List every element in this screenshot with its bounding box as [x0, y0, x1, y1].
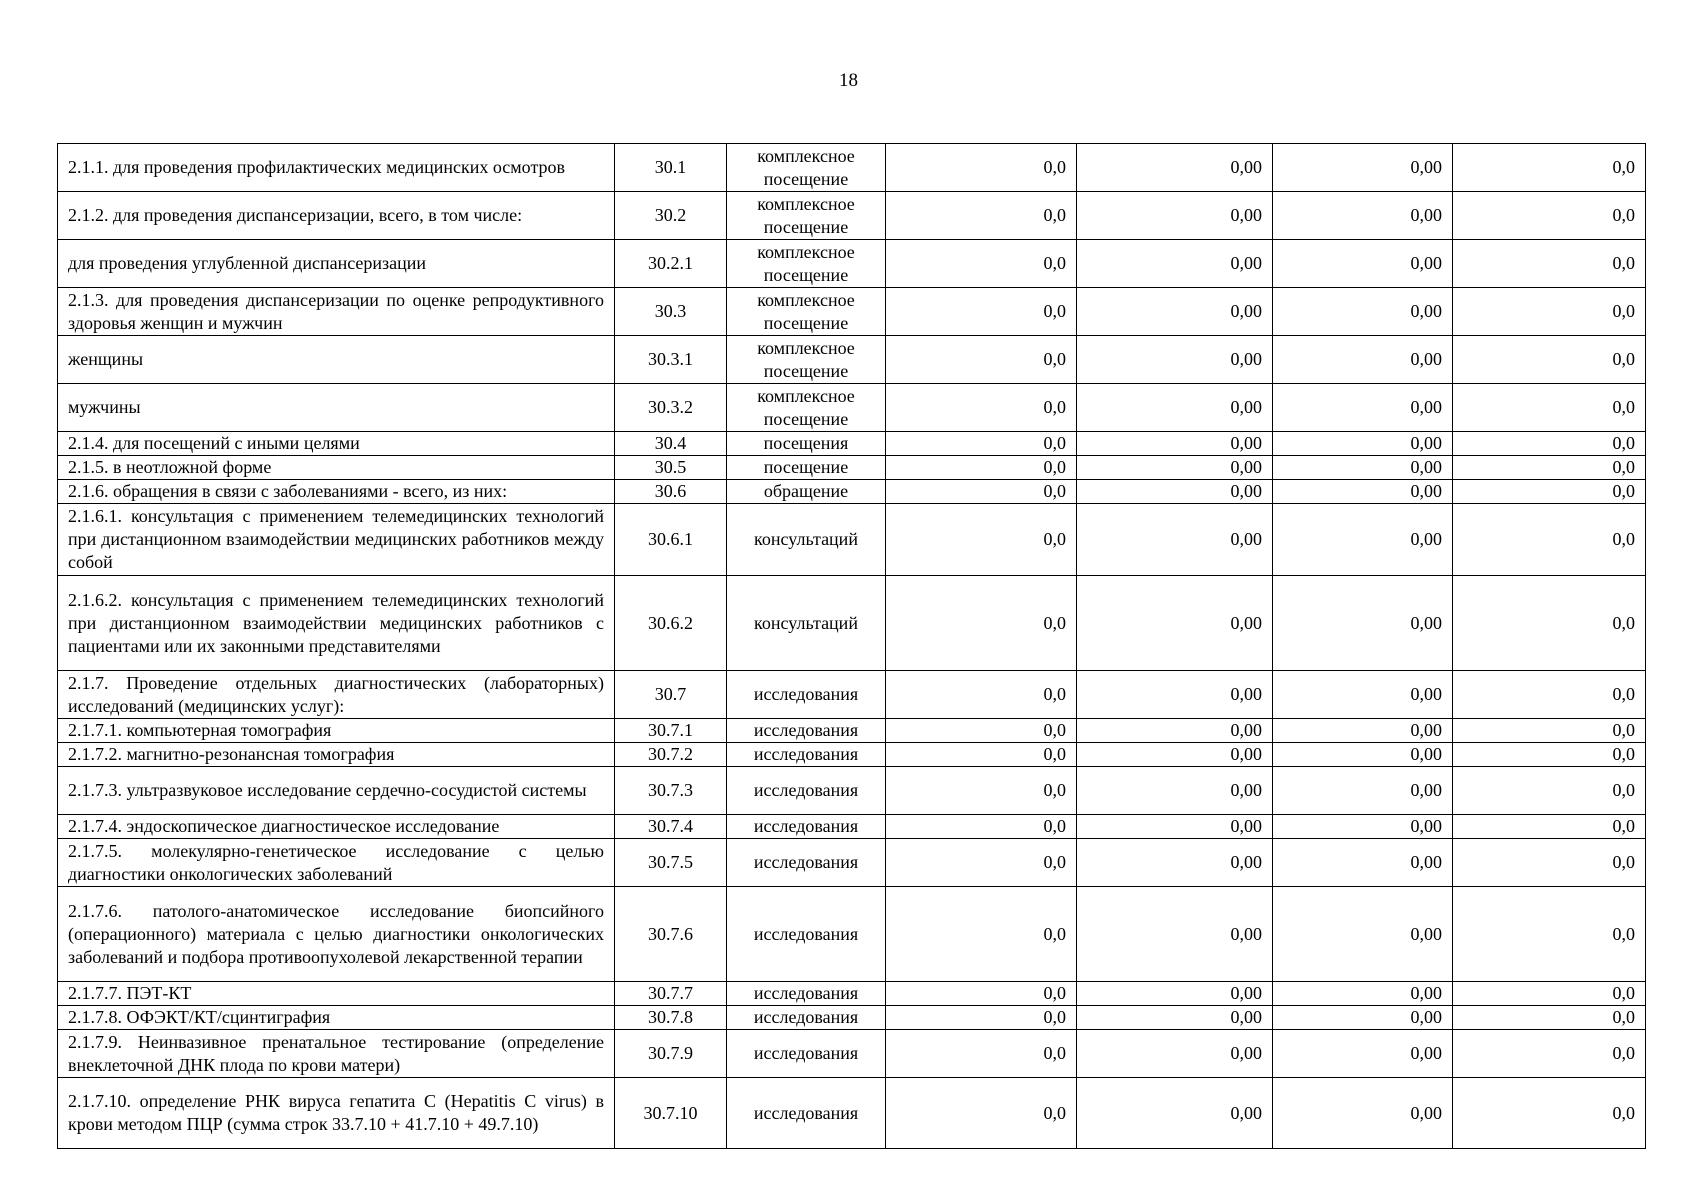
- row-value-2: 0,00: [1077, 504, 1273, 576]
- row-value-4: 0,0: [1453, 432, 1646, 456]
- row-value-2: 0,00: [1077, 839, 1273, 887]
- row-value-1: 0,0: [886, 504, 1077, 576]
- row-name: 2.1.7.8. ОФЭКТ/КТ/сцинтиграфия: [58, 1006, 615, 1030]
- row-name: 2.1.5. в неотложной форме: [58, 456, 615, 480]
- row-unit: исследования: [727, 839, 886, 887]
- row-value-4: 0,0: [1453, 288, 1646, 336]
- row-value-4: 0,0: [1453, 1078, 1646, 1149]
- indicators-table: [57, 143, 1646, 1149]
- table-row: [58, 767, 1646, 815]
- table-row: [58, 719, 1646, 743]
- row-unit: обращение: [727, 480, 886, 504]
- table-row: [58, 815, 1646, 839]
- row-value-3: 0,00: [1273, 384, 1453, 432]
- row-value-1: 0,0: [886, 1006, 1077, 1030]
- row-unit: комплексное посещение: [727, 336, 886, 384]
- table-row: [58, 480, 1646, 504]
- row-unit: исследования: [727, 767, 886, 815]
- row-name: 2.1.6.2. консультация с применением телемедицинских технологий при дистанционном взаимодействии медицинских работников с пациентами или их законными представителями: [58, 576, 615, 671]
- row-value-4: 0,0: [1453, 1030, 1646, 1078]
- table-row: [58, 671, 1646, 719]
- row-value-3: 0,00: [1273, 743, 1453, 767]
- row-value-4: 0,0: [1453, 767, 1646, 815]
- row-line-number: 30.3: [615, 288, 727, 336]
- row-value-3: 0,00: [1273, 504, 1453, 576]
- row-value-2: 0,00: [1077, 982, 1273, 1006]
- row-line-number: 30.6: [615, 480, 727, 504]
- row-value-1: 0,0: [886, 336, 1077, 384]
- row-value-1: 0,0: [886, 767, 1077, 815]
- row-value-4: 0,0: [1453, 192, 1646, 240]
- row-line-number: 30.7.1: [615, 719, 727, 743]
- row-value-1: 0,0: [886, 982, 1077, 1006]
- row-unit: исследования: [727, 719, 886, 743]
- row-name: мужчины: [58, 384, 615, 432]
- row-line-number: 30.7.5: [615, 839, 727, 887]
- row-name: 2.1.1. для проведения профилактических медицинских осмотров: [58, 144, 615, 192]
- row-value-4: 0,0: [1453, 336, 1646, 384]
- row-value-1: 0,0: [886, 192, 1077, 240]
- row-unit: комплексное посещение: [727, 288, 886, 336]
- row-unit: консультаций: [727, 504, 886, 576]
- row-value-3: 0,00: [1273, 432, 1453, 456]
- row-value-3: 0,00: [1273, 480, 1453, 504]
- table-row: [58, 456, 1646, 480]
- row-value-2: 0,00: [1077, 743, 1273, 767]
- row-value-1: 0,0: [886, 815, 1077, 839]
- row-line-number: 30.2: [615, 192, 727, 240]
- row-unit: исследования: [727, 815, 886, 839]
- row-line-number: 30.7.8: [615, 1006, 727, 1030]
- row-value-4: 0,0: [1453, 480, 1646, 504]
- row-value-1: 0,0: [886, 887, 1077, 982]
- row-line-number: 30.5: [615, 456, 727, 480]
- row-value-4: 0,0: [1453, 839, 1646, 887]
- row-value-4: 0,0: [1453, 671, 1646, 719]
- row-unit: комплексное посещение: [727, 144, 886, 192]
- row-name: 2.1.7.2. магнитно-резонансная томография: [58, 743, 615, 767]
- row-name: 2.1.4. для посещений с иными целями: [58, 432, 615, 456]
- row-unit: комплексное посещение: [727, 192, 886, 240]
- table-row: [58, 288, 1646, 336]
- row-name: 2.1.7.6. патолого-анатомическое исследование биопсийного (операционного) материала с целью диагностики онкологических заболеваний и подбора противоопухолевой лекарственной терапии: [58, 887, 615, 982]
- row-unit: исследования: [727, 887, 886, 982]
- row-value-3: 0,00: [1273, 144, 1453, 192]
- row-value-4: 0,0: [1453, 1006, 1646, 1030]
- row-line-number: 30.6.2: [615, 576, 727, 671]
- row-name: 2.1.7.3. ультразвуковое исследование сердечно-сосудистой системы: [58, 767, 615, 815]
- row-value-4: 0,0: [1453, 719, 1646, 743]
- row-value-1: 0,0: [886, 576, 1077, 671]
- row-value-1: 0,0: [886, 719, 1077, 743]
- table-row: [58, 743, 1646, 767]
- row-line-number: 30.7.3: [615, 767, 727, 815]
- row-name: женщины: [58, 336, 615, 384]
- row-value-1: 0,0: [886, 1078, 1077, 1149]
- row-name: 2.1.7.4. эндоскопическое диагностическое исследование: [58, 815, 615, 839]
- row-value-2: 0,00: [1077, 240, 1273, 288]
- row-name: 2.1.7.1. компьютерная томография: [58, 719, 615, 743]
- row-line-number: 30.7.6: [615, 887, 727, 982]
- row-line-number: 30.1: [615, 144, 727, 192]
- row-value-1: 0,0: [886, 480, 1077, 504]
- table-row: [58, 432, 1646, 456]
- row-value-3: 0,00: [1273, 719, 1453, 743]
- row-line-number: 30.7.9: [615, 1030, 727, 1078]
- row-value-2: 0,00: [1077, 1030, 1273, 1078]
- table-row: [58, 839, 1646, 887]
- row-value-4: 0,0: [1453, 815, 1646, 839]
- row-value-4: 0,0: [1453, 576, 1646, 671]
- page-number: 18: [839, 70, 858, 91]
- row-value-4: 0,0: [1453, 456, 1646, 480]
- row-value-2: 0,00: [1077, 384, 1273, 432]
- row-value-3: 0,00: [1273, 240, 1453, 288]
- row-value-3: 0,00: [1273, 192, 1453, 240]
- table-row: [58, 576, 1646, 671]
- row-line-number: 30.3.1: [615, 336, 727, 384]
- row-value-3: 0,00: [1273, 288, 1453, 336]
- row-line-number: 30.6.1: [615, 504, 727, 576]
- row-name: 2.1.6. обращения в связи с заболеваниями - всего, из них:: [58, 480, 615, 504]
- row-value-1: 0,0: [886, 288, 1077, 336]
- table-row: [58, 240, 1646, 288]
- row-value-1: 0,0: [886, 839, 1077, 887]
- table-row: [58, 982, 1646, 1006]
- row-value-1: 0,0: [886, 384, 1077, 432]
- table-row: [58, 336, 1646, 384]
- table-row: [58, 1030, 1646, 1078]
- row-unit: исследования: [727, 743, 886, 767]
- table-row: [58, 504, 1646, 576]
- row-value-2: 0,00: [1077, 671, 1273, 719]
- row-value-3: 0,00: [1273, 671, 1453, 719]
- row-value-2: 0,00: [1077, 144, 1273, 192]
- row-value-1: 0,0: [886, 240, 1077, 288]
- row-value-3: 0,00: [1273, 815, 1453, 839]
- row-value-2: 0,00: [1077, 1078, 1273, 1149]
- row-value-3: 0,00: [1273, 1030, 1453, 1078]
- row-unit: комплексное посещение: [727, 384, 886, 432]
- row-name: 2.1.7. Проведение отдельных диагностических (лабораторных) исследований (медицинских услуг):: [58, 671, 615, 719]
- row-unit: исследования: [727, 671, 886, 719]
- row-unit: посещения: [727, 432, 886, 456]
- row-value-4: 0,0: [1453, 144, 1646, 192]
- row-value-1: 0,0: [886, 743, 1077, 767]
- table-row: [58, 144, 1646, 192]
- row-unit: исследования: [727, 982, 886, 1006]
- row-name: 2.1.7.5. молекулярно-генетическое исследование с целью диагностики онкологических заболеваний: [58, 839, 615, 887]
- row-value-4: 0,0: [1453, 240, 1646, 288]
- row-value-2: 0,00: [1077, 432, 1273, 456]
- row-unit: консультаций: [727, 576, 886, 671]
- row-value-3: 0,00: [1273, 887, 1453, 982]
- row-line-number: 30.4: [615, 432, 727, 456]
- row-value-2: 0,00: [1077, 887, 1273, 982]
- row-line-number: 30.7: [615, 671, 727, 719]
- row-value-3: 0,00: [1273, 1078, 1453, 1149]
- row-value-1: 0,0: [886, 144, 1077, 192]
- table-row: [58, 192, 1646, 240]
- table-row: [58, 1078, 1646, 1149]
- row-line-number: 30.7.7: [615, 982, 727, 1006]
- row-value-2: 0,00: [1077, 1006, 1273, 1030]
- row-name: 2.1.6.1. консультация с применением телемедицинских технологий при дистанционном взаимодействии медицинских работников между собой: [58, 504, 615, 576]
- row-name: 2.1.7.7. ПЭТ-КТ: [58, 982, 615, 1006]
- row-unit: комплексное посещение: [727, 240, 886, 288]
- row-line-number: 30.7.2: [615, 743, 727, 767]
- row-value-3: 0,00: [1273, 1006, 1453, 1030]
- row-value-4: 0,0: [1453, 887, 1646, 982]
- row-value-2: 0,00: [1077, 815, 1273, 839]
- row-value-2: 0,00: [1077, 719, 1273, 743]
- row-value-2: 0,00: [1077, 456, 1273, 480]
- row-name: 2.1.2. для проведения диспансеризации, всего, в том числе:: [58, 192, 615, 240]
- row-value-1: 0,0: [886, 432, 1077, 456]
- table-row: [58, 887, 1646, 982]
- row-value-3: 0,00: [1273, 982, 1453, 1006]
- row-name: для проведения углубленной диспансеризации: [58, 240, 615, 288]
- row-value-2: 0,00: [1077, 480, 1273, 504]
- row-unit: исследования: [727, 1006, 886, 1030]
- row-value-2: 0,00: [1077, 288, 1273, 336]
- row-value-2: 0,00: [1077, 767, 1273, 815]
- row-value-4: 0,0: [1453, 982, 1646, 1006]
- row-value-1: 0,0: [886, 456, 1077, 480]
- row-value-1: 0,0: [886, 671, 1077, 719]
- table-row: [58, 384, 1646, 432]
- row-unit: посещение: [727, 456, 886, 480]
- row-value-3: 0,00: [1273, 839, 1453, 887]
- row-value-3: 0,00: [1273, 456, 1453, 480]
- row-name: 2.1.7.9. Неинвазивное пренатальное тестирование (определение внеклеточной ДНК плода по крови матери): [58, 1030, 615, 1078]
- row-line-number: 30.7.10: [615, 1078, 727, 1149]
- row-value-4: 0,0: [1453, 743, 1646, 767]
- row-name: 2.1.3. для проведения диспансеризации по оценке репродуктивного здоровья женщин и мужчин: [58, 288, 615, 336]
- row-value-3: 0,00: [1273, 767, 1453, 815]
- row-value-2: 0,00: [1077, 336, 1273, 384]
- row-unit: исследования: [727, 1030, 886, 1078]
- row-value-1: 0,0: [886, 1030, 1077, 1078]
- row-value-4: 0,0: [1453, 504, 1646, 576]
- row-line-number: 30.3.2: [615, 384, 727, 432]
- row-value-2: 0,00: [1077, 192, 1273, 240]
- row-name: 2.1.7.10. определение РНК вируса гепатита С (Hepatitis C virus) в крови методом ПЦР (сумма строк 33.7.10 + 41.7.10 + 49.7.10): [58, 1078, 615, 1149]
- row-unit: исследования: [727, 1078, 886, 1149]
- row-value-4: 0,0: [1453, 384, 1646, 432]
- row-line-number: 30.7.4: [615, 815, 727, 839]
- row-value-2: 0,00: [1077, 576, 1273, 671]
- table-row: [58, 1006, 1646, 1030]
- row-line-number: 30.2.1: [615, 240, 727, 288]
- row-value-3: 0,00: [1273, 576, 1453, 671]
- row-value-3: 0,00: [1273, 336, 1453, 384]
